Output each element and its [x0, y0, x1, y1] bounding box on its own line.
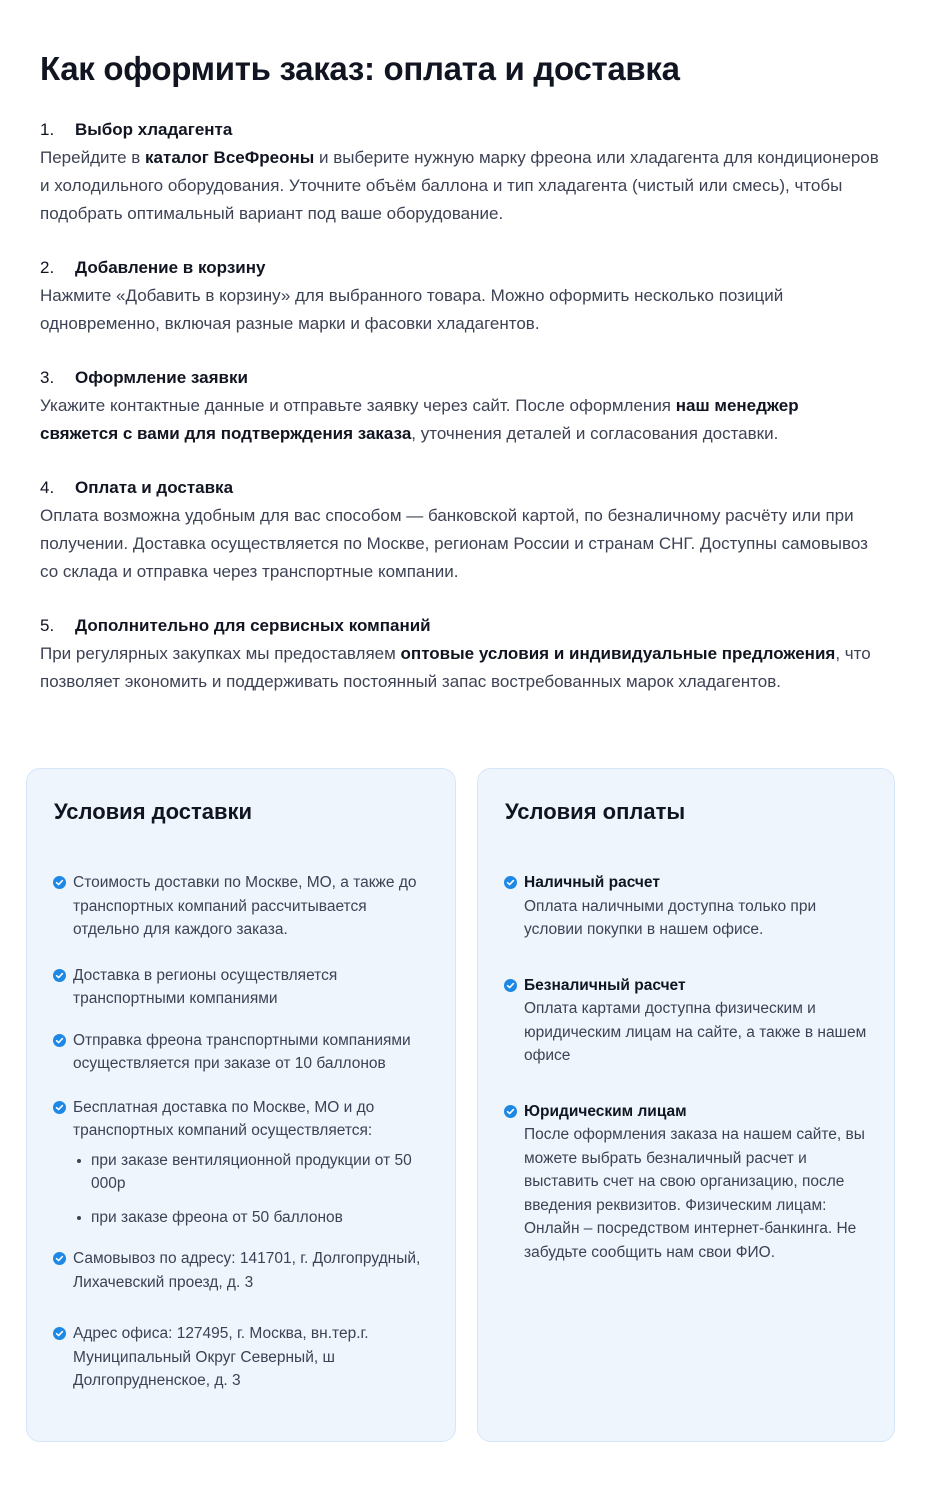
step-title: Оплата и доставка [75, 478, 234, 497]
step-number: 3. [40, 368, 55, 387]
payment-method-text: Оплата картами доступна физическим и юридическим лицам на сайте, а также в нашем офисе [524, 1000, 867, 1064]
payment-conditions-list [504, 871, 876, 1264]
delivery-condition-text: Доставка в регионы осуществляется транспортными компаниями [73, 966, 338, 1007]
step-heading [40, 116, 880, 144]
step-text: Оплата возможна удобным для вас способом — банковской картой, по безналичному расчёту или при получении. Доставка осуществляется по Москве, регионам России и странам СНГ. Доступны самовывоз со склада и отправка через транспортные компании. [40, 506, 868, 581]
step-description [40, 144, 880, 228]
delivery-condition-item [53, 1247, 437, 1294]
payment-method-item [504, 1100, 876, 1265]
payment-conditions-card [477, 768, 895, 1442]
delivery-condition-text: Бесплатная доставка по Москве, МО и до транспортных компаний осуществляется: [73, 1098, 375, 1139]
payment-method-text: После оформления заказа на нашем сайте, вы можете выбрать безналичный расчет и выставить счет на свою организацию, после введения реквизитов. Физическим лицам: Онлайн – посредством интернет-банкинга. Не забудьте сообщить нам свои ФИО. [524, 1126, 865, 1261]
delivery-card-title: Условия доставки [54, 799, 253, 824]
delivery-condition-text: Самовывоз по адресу: 141701, г. Долгопрудный, Лихачевский проезд, д. 3 [73, 1250, 421, 1291]
step-text: Нажмите «Добавить в корзину» для выбранного товара. Можно оформить несколько позиций одновременно, включая разные марки и фасовки хладагентов. [40, 286, 784, 333]
delivery-condition-text: Отправка фреона транспортными компаниями осуществляется при заказе от 10 баллонов [73, 1031, 411, 1072]
step-heading [40, 612, 880, 640]
step-heading [40, 254, 880, 282]
payment-method-title: Безналичный расчет [524, 976, 686, 994]
order-step [40, 612, 880, 696]
delivery-sub-text: при заказе фреона от 50 баллонов [91, 1208, 343, 1226]
delivery-condition-item [53, 1029, 437, 1076]
payment-method-text: Оплата наличными доступна только при условии покупки в нашем офисе. [524, 897, 817, 938]
check-circle-icon [53, 1101, 66, 1114]
delivery-sub-text: при заказе вентиляционной продукции от 50 000р [91, 1151, 412, 1192]
payment-method-title: Юридическим лицам [524, 1102, 687, 1120]
step-heading [40, 474, 880, 502]
delivery-conditions-list [53, 871, 437, 1393]
page-title: Как оформить заказ: оплата и доставка [40, 50, 680, 87]
order-step [40, 364, 880, 448]
step-title: Добавление в корзину [75, 258, 266, 277]
step-description [40, 282, 880, 338]
step-text: Перейдите в [40, 148, 146, 167]
delivery-sub-item [75, 1149, 437, 1196]
step-text: Укажите контактные данные и отправьте заявку через сайт. После оформления [40, 396, 676, 415]
bullet-icon [77, 1159, 81, 1163]
step-emphasis: оптовые условия и индивидуальные предложения [400, 644, 836, 663]
step-number: 2. [40, 258, 55, 277]
delivery-condition-item [53, 964, 437, 1011]
delivery-condition-text: Стоимость доставки по Москве, МО, а также до транспортных компаний рассчитывается отдельно для каждого заказа. [73, 874, 417, 938]
delivery-condition-text: Адрес офиса: 127495, г. Москва, вн.тер.г. Муниципальный Округ Северный, ш Долгопрудненское, д. 3 [73, 1325, 369, 1389]
payment-method-title: Наличный расчет [524, 874, 660, 891]
step-text: , что позволяет экономить и поддерживать постоянный запас востребованных марок хладагентов. [40, 644, 871, 691]
delivery-condition-item [53, 1096, 437, 1230]
step-emphasis: наш менеджер свяжется с вами для подтверждения заказа [40, 396, 799, 443]
check-circle-icon [53, 876, 66, 889]
delivery-condition-item [53, 871, 437, 942]
step-text: При регулярных закупках мы предоставляем [40, 644, 401, 663]
order-steps [40, 116, 880, 722]
payment-card-title: Условия оплаты [505, 799, 686, 824]
step-text: и выберите нужную марку фреона или хладагента для кондиционеров и холодильного оборудования. Уточните объём баллона и тип хладагента (чистый или смесь), чтобы подобрать оптимальный вариант под ваше оборудование. [40, 148, 879, 223]
step-description [40, 392, 880, 448]
check-circle-icon [53, 1327, 66, 1340]
step-number: 4. [40, 478, 55, 497]
check-circle-icon [504, 1105, 517, 1118]
step-number: 1. [40, 120, 55, 139]
delivery-condition-item [53, 1322, 437, 1393]
step-description [40, 640, 880, 696]
payment-method-item [504, 871, 876, 942]
check-circle-icon [53, 969, 66, 982]
bullet-icon [77, 1216, 81, 1220]
check-circle-icon [53, 1252, 66, 1265]
delivery-sub-item [75, 1206, 437, 1230]
step-emphasis: каталог ВсеФреоны [145, 148, 315, 167]
delivery-sub-list [75, 1149, 437, 1230]
delivery-conditions-card [26, 768, 456, 1442]
step-title: Выбор хладагента [75, 120, 233, 139]
payment-method-item [504, 974, 876, 1068]
step-number: 5. [40, 616, 55, 635]
order-step [40, 116, 880, 228]
step-heading [40, 364, 880, 392]
step-title: Дополнительно для сервисных компаний [75, 616, 431, 635]
order-step [40, 474, 880, 586]
check-circle-icon [504, 876, 517, 889]
step-title: Оформление заявки [75, 368, 248, 387]
check-circle-icon [53, 1034, 66, 1047]
step-description [40, 502, 880, 586]
check-circle-icon [504, 979, 517, 992]
step-text: , уточнения деталей и согласования доставки. [411, 424, 779, 443]
order-step [40, 254, 880, 338]
